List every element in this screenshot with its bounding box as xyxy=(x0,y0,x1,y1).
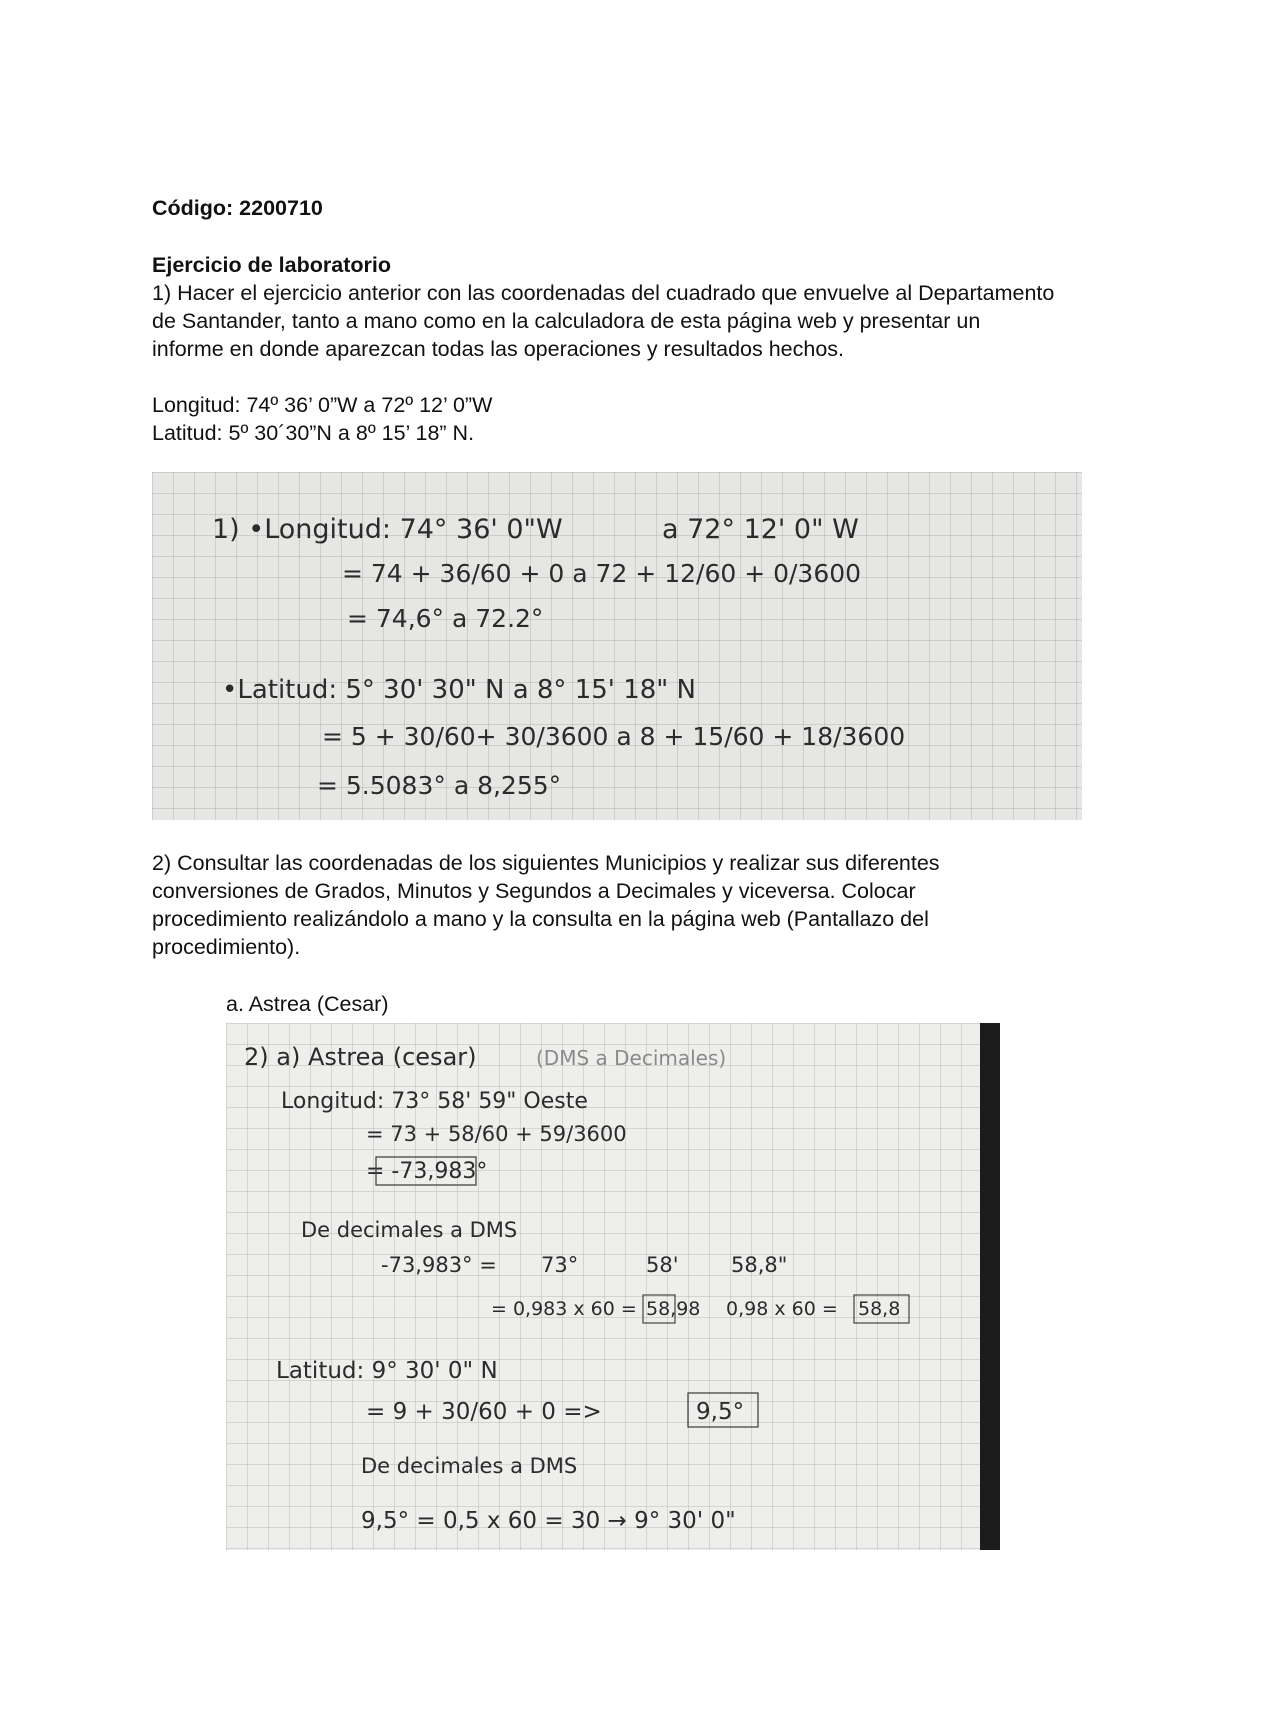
hw2-line-5: De decimales a DMS xyxy=(301,1218,518,1242)
hw2-line-7b: 58,98 xyxy=(646,1298,701,1320)
exercise-title: Ejercicio de laboratorio xyxy=(152,253,391,277)
hw2-line-1: 2) a) Astrea (cesar) xyxy=(244,1043,477,1071)
item2-line-4: procedimiento). xyxy=(152,935,301,959)
codigo-label: Código: 2200710 xyxy=(152,196,323,220)
hw2-line-10: De decimales a DMS xyxy=(361,1454,578,1478)
hw2-line-4: = -73,983° xyxy=(366,1159,488,1184)
hw2-line-8: Latitud: 9° 30' 0" N xyxy=(276,1358,498,1384)
hw1-line-4: •Latitud: 5° 30' 30" N a 8° 15' 18" N xyxy=(222,675,696,705)
hw1-line-1b: a 72° 12' 0" W xyxy=(662,514,859,545)
hw2-line-3: = 73 + 58/60 + 59/3600 xyxy=(366,1122,627,1146)
longitud-line: Longitud: 74º 36’ 0”W a 72º 12’ 0”W xyxy=(152,393,493,417)
hw2-line-1b: (DMS a Decimales) xyxy=(536,1046,727,1070)
hw2-line-9b: 9,5° xyxy=(696,1399,745,1425)
hw1-line-2: = 74 + 36/60 + 0 a 72 + 12/60 + 0/3600 xyxy=(342,559,862,588)
hw1-line-1a: 1) •Longitud: 74° 36' 0"W xyxy=(212,514,563,545)
hw2-line-7c: 0,98 x 60 = xyxy=(726,1298,838,1320)
handwriting-2 xyxy=(226,1023,1000,1550)
handwritten-calculation-photo-1 xyxy=(152,472,1082,820)
handwriting-1 xyxy=(152,472,1082,820)
hw2-line-2: Longitud: 73° 58' 59" Oeste xyxy=(281,1089,588,1114)
hw2-line-6c: 58' xyxy=(646,1253,679,1277)
hw2-line-7d: 58,8 xyxy=(858,1298,901,1320)
handwritten-calculation-photo-2 xyxy=(226,1023,1000,1550)
hw2-line-7a: = 0,983 x 60 = xyxy=(491,1298,637,1320)
item2-line-3: procedimiento realizándolo a mano y la consulta en la página web (Pantallazo del xyxy=(152,907,929,931)
hw1-line-5: = 5 + 30/60+ 30/3600 a 8 + 15/60 + 18/3600 xyxy=(322,722,906,751)
item2-line-2: conversiones de Grados, Minutos y Segundos a Decimales y viceversa. Colocar xyxy=(152,879,916,903)
latitud-line: Latitud: 5º 30´30”N a 8º 15’ 18” N. xyxy=(152,421,475,445)
item2-line-1: 2) Consultar las coordenadas de los siguientes Municipios y realizar sus diferentes xyxy=(152,851,940,875)
sub-item-a: a. Astrea (Cesar) xyxy=(226,992,389,1016)
hw1-line-3: = 74,6° a 72.2° xyxy=(347,604,544,633)
item1-line-3: informe en donde aparezcan todas las operaciones y resultados hechos. xyxy=(152,337,845,361)
hw2-line-11: 9,5° = 0,5 x 60 = 30 → 9° 30' 0" xyxy=(361,1508,736,1534)
item1-line-2: de Santander, tanto a mano como en la calculadora de esta página web y presentar un xyxy=(152,309,981,333)
hw2-line-6b: 73° xyxy=(541,1253,579,1277)
hw1-line-6: = 5.5083° a 8,255° xyxy=(317,771,562,800)
hw2-line-6a: -73,983° = xyxy=(381,1253,497,1277)
hw2-line-9a: = 9 + 30/60 + 0 => xyxy=(366,1399,602,1425)
item1-line-1: 1) Hacer el ejercicio anterior con las coordenadas del cuadrado que envuelve al Departamento xyxy=(152,281,1055,305)
hw2-line-6d: 58,8" xyxy=(731,1253,788,1277)
